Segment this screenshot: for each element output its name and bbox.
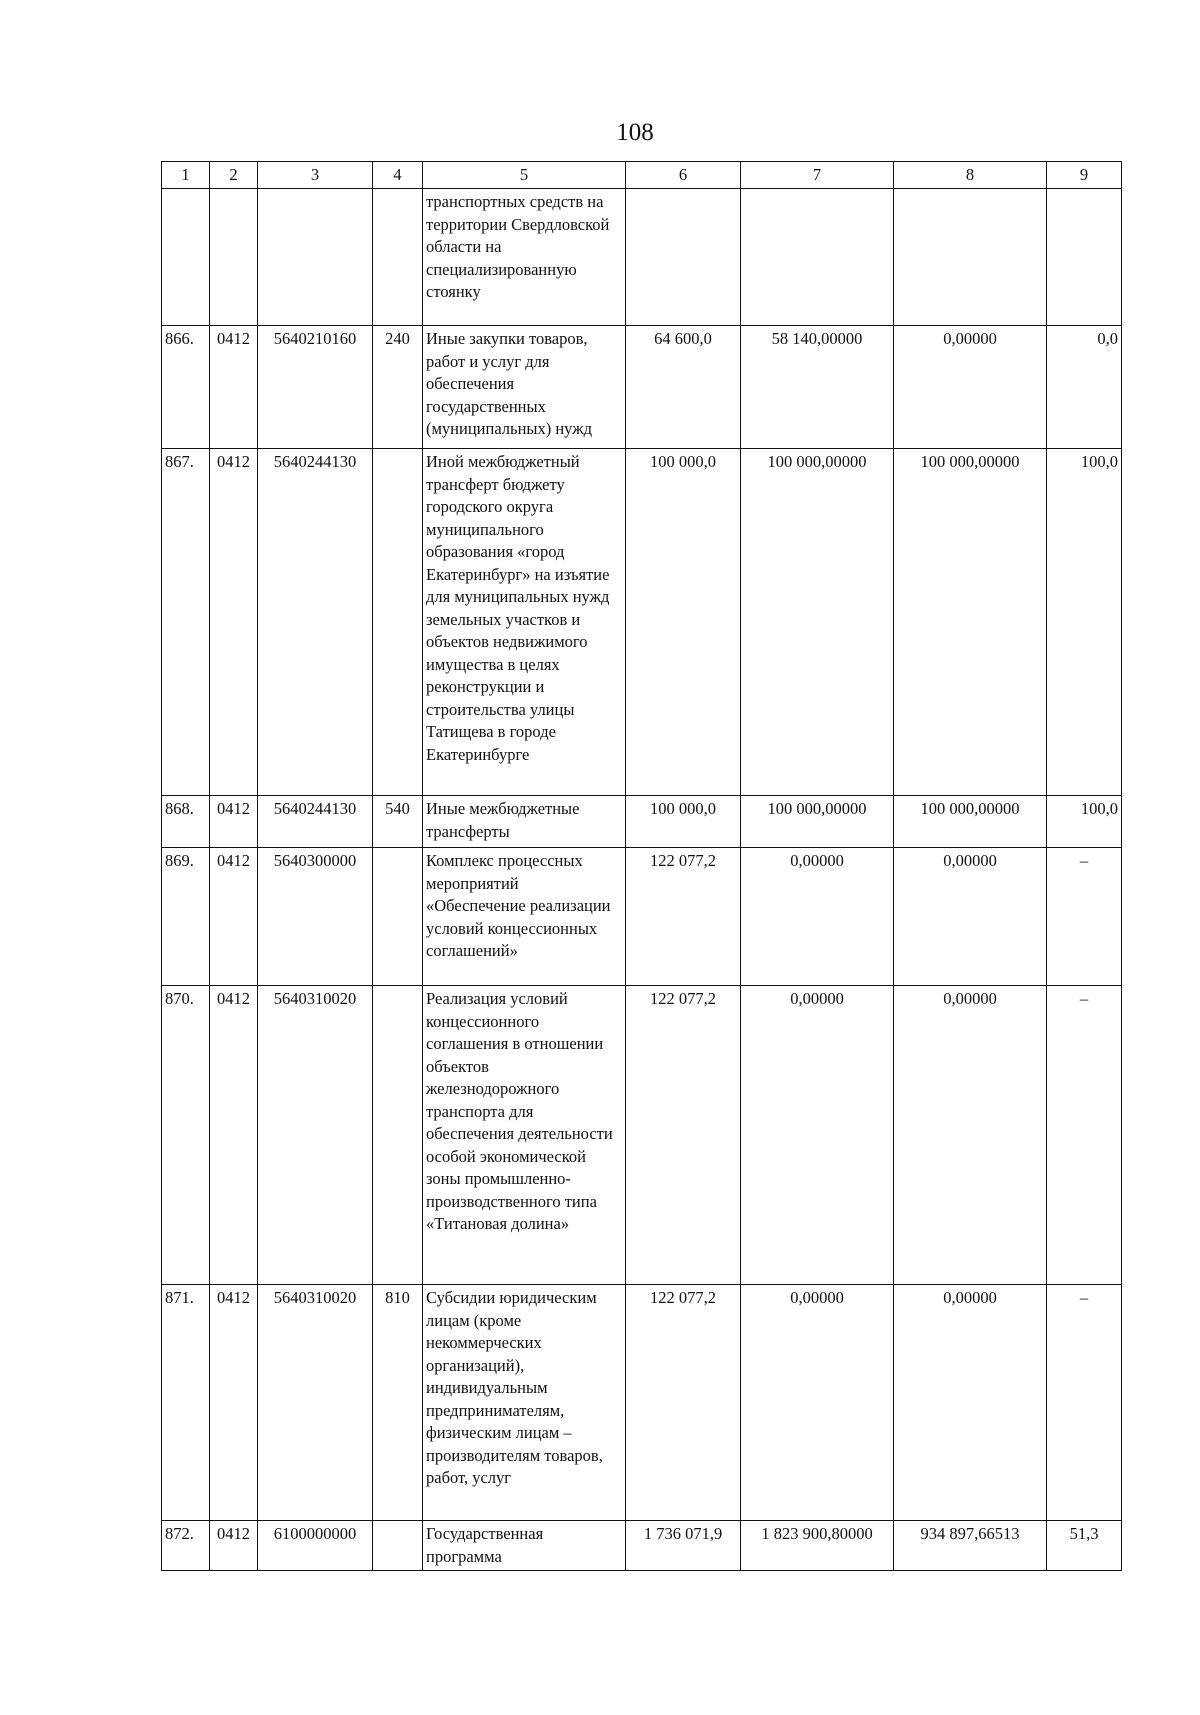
- cell-col6: 64 600,0: [626, 326, 741, 449]
- cell-row-number: 866.: [162, 326, 210, 449]
- cell-type: [373, 848, 423, 986]
- header-col-5: 5: [423, 162, 626, 189]
- cell-name: Реализация условий концессионного соглашения в отношении объектов железнодорожного транспорта для обеспечения деятельности особой экономической зоны промышленно-производственного типа «Титановая долина»: [423, 986, 626, 1285]
- cell-type: [373, 1521, 423, 1571]
- budget-table: [161, 161, 1122, 1571]
- header-col-8: 8: [894, 162, 1047, 189]
- page-number: 108: [616, 119, 654, 146]
- cell-col9: –: [1047, 1285, 1122, 1521]
- cell-name: Иные закупки товаров, работ и услуг для обеспечения государственных (муниципальных) нужд: [423, 326, 626, 449]
- table-row: [162, 449, 1122, 796]
- cell-col7: 1 823 900,80000: [741, 1521, 894, 1571]
- table-row: [162, 326, 1122, 449]
- cell-row-number: 872.: [162, 1521, 210, 1571]
- cell-empty: [1047, 189, 1122, 326]
- cell-section: 0412: [210, 326, 258, 449]
- cell-empty: [162, 189, 210, 326]
- cell-row-number: 867.: [162, 449, 210, 796]
- cell-empty: [741, 189, 894, 326]
- cell-col9: 51,3: [1047, 1521, 1122, 1571]
- cell-col7: 0,00000: [741, 1285, 894, 1521]
- cell-col7: 0,00000: [741, 986, 894, 1285]
- cell-code: 5640310020: [258, 1285, 373, 1521]
- cell-col8: 0,00000: [894, 848, 1047, 986]
- header-row: [162, 162, 1122, 189]
- cell-col8: 0,00000: [894, 1285, 1047, 1521]
- cell-col8: 934 897,66513: [894, 1521, 1047, 1571]
- cell-name: Субсидии юридическим лицам (кроме некоммерческих организаций), индивидуальным предпринимателям, физическим лицам – производителям товаров, работ, услуг: [423, 1285, 626, 1521]
- cell-col7: 58 140,00000: [741, 326, 894, 449]
- cell-col8: 100 000,00000: [894, 449, 1047, 796]
- cell-row-number: 870.: [162, 986, 210, 1285]
- cell-section: 0412: [210, 796, 258, 848]
- cell-code: 5640244130: [258, 449, 373, 796]
- header-col-2: 2: [210, 162, 258, 189]
- header-col-3: 3: [258, 162, 373, 189]
- cell-name: Комплекс процессных мероприятий «Обеспечение реализации условий концессионных соглашений»: [423, 848, 626, 986]
- cell-type: 810: [373, 1285, 423, 1521]
- cell-section: 0412: [210, 1285, 258, 1521]
- table-row: [162, 986, 1122, 1285]
- cell-row-number: 869.: [162, 848, 210, 986]
- cell-col6: 1 736 071,9: [626, 1521, 741, 1571]
- cell-type: [373, 449, 423, 796]
- cell-code: 6100000000: [258, 1521, 373, 1571]
- cell-col7: 100 000,00000: [741, 796, 894, 848]
- cell-empty: [258, 189, 373, 326]
- cell-name: Государственная программа: [423, 1521, 626, 1571]
- cell-col9: –: [1047, 848, 1122, 986]
- cell-section: 0412: [210, 449, 258, 796]
- cell-section: 0412: [210, 848, 258, 986]
- cell-section: 0412: [210, 1521, 258, 1571]
- cell-empty: [894, 189, 1047, 326]
- cell-col6: 100 000,0: [626, 796, 741, 848]
- table-row: [162, 796, 1122, 848]
- cell-type: 540: [373, 796, 423, 848]
- header-col-7: 7: [741, 162, 894, 189]
- cell-col7: 0,00000: [741, 848, 894, 986]
- cell-empty: [626, 189, 741, 326]
- header-col-9: 9: [1047, 162, 1122, 189]
- header-col-1: 1: [162, 162, 210, 189]
- cell-section: 0412: [210, 986, 258, 1285]
- table-row-continuation: [162, 189, 1122, 326]
- header-col-6: 6: [626, 162, 741, 189]
- cell-empty: [373, 189, 423, 326]
- cell-col6: 122 077,2: [626, 1285, 741, 1521]
- cell-name: транспортных средств на территории Свердловской области на специализированную стоянку: [423, 189, 626, 326]
- cell-col6: 122 077,2: [626, 848, 741, 986]
- cell-name: Иной межбюджетный трансферт бюджету городского округа муниципального образования «город Екатеринбург» на изъятие для муниципальных нужд земельных участков и объектов недвижимого имущества в целях реконструкции и строительства улицы Татищева в городе Екатеринбурге: [423, 449, 626, 796]
- cell-name: Иные межбюджетные трансферты: [423, 796, 626, 848]
- cell-col8: 0,00000: [894, 326, 1047, 449]
- cell-row-number: 868.: [162, 796, 210, 848]
- cell-col6: 122 077,2: [626, 986, 741, 1285]
- cell-row-number: 871.: [162, 1285, 210, 1521]
- cell-col9: 100,0: [1047, 449, 1122, 796]
- cell-code: 5640310020: [258, 986, 373, 1285]
- cell-col9: –: [1047, 986, 1122, 1285]
- cell-col9: 100,0: [1047, 796, 1122, 848]
- table-row: [162, 1521, 1122, 1571]
- table-row: [162, 1285, 1122, 1521]
- cell-col8: 100 000,00000: [894, 796, 1047, 848]
- cell-type: 240: [373, 326, 423, 449]
- cell-col7: 100 000,00000: [741, 449, 894, 796]
- table-row: [162, 848, 1122, 986]
- cell-col6: 100 000,0: [626, 449, 741, 796]
- cell-empty: [210, 189, 258, 326]
- cell-col8: 0,00000: [894, 986, 1047, 1285]
- header-col-4: 4: [373, 162, 423, 189]
- cell-type: [373, 986, 423, 1285]
- cell-code: 5640300000: [258, 848, 373, 986]
- cell-code: 5640210160: [258, 326, 373, 449]
- cell-code: 5640244130: [258, 796, 373, 848]
- cell-col9: 0,0: [1047, 326, 1122, 449]
